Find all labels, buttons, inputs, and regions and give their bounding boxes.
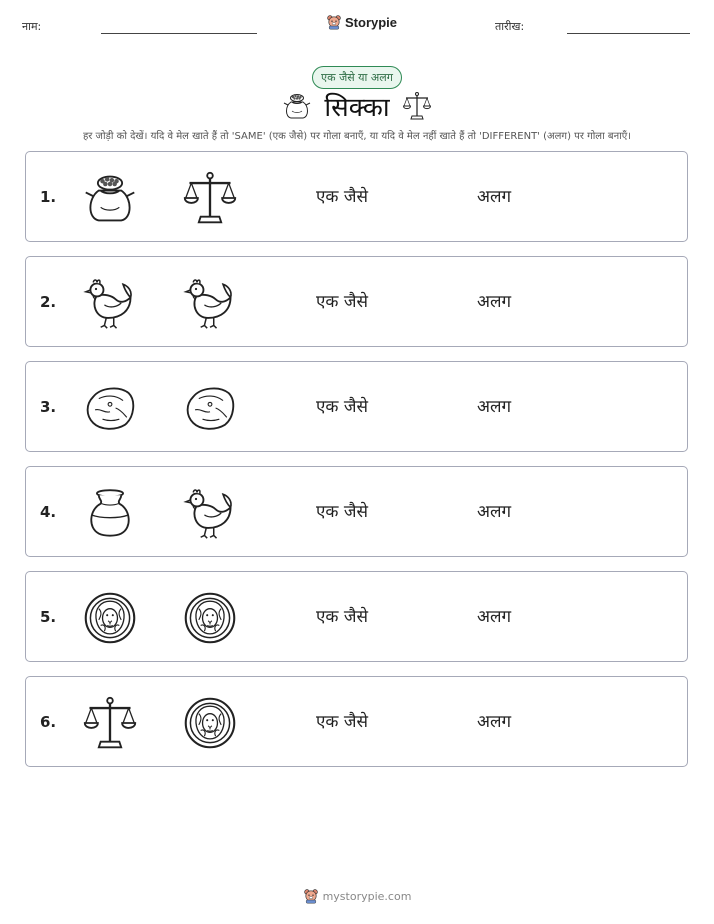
same-option[interactable]: एक जैसे bbox=[316, 712, 368, 732]
exercise-row bbox=[25, 571, 688, 662]
different-option[interactable]: अलग bbox=[477, 712, 512, 732]
different-option[interactable]: अलग bbox=[477, 292, 512, 312]
row-number: 1. bbox=[40, 188, 57, 206]
row-number: 2. bbox=[40, 293, 57, 311]
balance-scale-icon bbox=[82, 695, 138, 751]
footer-url[interactable]: mystorypie.com bbox=[322, 889, 412, 903]
different-option[interactable]: अलग bbox=[477, 607, 512, 627]
same-option[interactable]: एक जैसे bbox=[316, 502, 368, 522]
same-option[interactable]: एक जैसे bbox=[316, 607, 368, 627]
row-number: 3. bbox=[40, 398, 57, 416]
bear-mascot-icon bbox=[326, 14, 342, 30]
rock-icon bbox=[182, 380, 238, 436]
name-write-line[interactable] bbox=[101, 33, 257, 34]
page-title: सिक्का bbox=[324, 93, 390, 123]
exercise-row bbox=[25, 256, 688, 347]
different-option[interactable]: अलग bbox=[477, 502, 512, 522]
name-label: नाम: bbox=[22, 20, 42, 33]
same-option[interactable]: एक जैसे bbox=[316, 397, 368, 417]
title-row bbox=[282, 88, 431, 124]
exercise-row bbox=[25, 466, 688, 557]
row-number: 6. bbox=[40, 713, 57, 731]
hen-icon bbox=[82, 275, 138, 331]
clay-pot-icon bbox=[82, 485, 138, 541]
brand-logo bbox=[326, 14, 397, 30]
exercise-row bbox=[25, 361, 688, 452]
same-option[interactable]: एक जैसे bbox=[316, 292, 368, 312]
brand-name: Storypie bbox=[345, 14, 398, 30]
row-number: 5. bbox=[40, 608, 57, 626]
hen-icon bbox=[182, 275, 238, 331]
lion-coin-icon bbox=[182, 695, 238, 751]
instructions: हर जोड़ी को देखें। यदि वे मेल खाते हैं तो 'SAME' (एक जैसे) पर गोला बनाएँ, या यदि वे मेल नहीं खाते हैं तो 'DIFFERENT' (अलग) पर गोला बनाएँ। bbox=[82, 131, 632, 142]
lion-coin-icon bbox=[182, 590, 238, 646]
footer bbox=[303, 888, 412, 904]
different-option[interactable]: अलग bbox=[477, 187, 512, 207]
category-badge: एक जैसे या अलग bbox=[312, 66, 402, 89]
same-option[interactable]: एक जैसे bbox=[316, 187, 368, 207]
money-bag-icon bbox=[82, 170, 138, 226]
exercise-row bbox=[25, 676, 688, 767]
bear-mascot-icon bbox=[303, 888, 319, 904]
rock-icon bbox=[82, 380, 138, 436]
hen-icon bbox=[182, 485, 238, 541]
balance-scale-icon bbox=[182, 170, 238, 226]
money-bag-icon bbox=[282, 91, 312, 121]
exercise-row bbox=[25, 151, 688, 242]
different-option[interactable]: अलग bbox=[477, 397, 512, 417]
row-number: 4. bbox=[40, 503, 57, 521]
date-label: तारीख: bbox=[495, 20, 525, 33]
date-write-line[interactable] bbox=[567, 33, 690, 34]
balance-scale-icon bbox=[402, 91, 432, 121]
lion-coin-icon bbox=[82, 590, 138, 646]
